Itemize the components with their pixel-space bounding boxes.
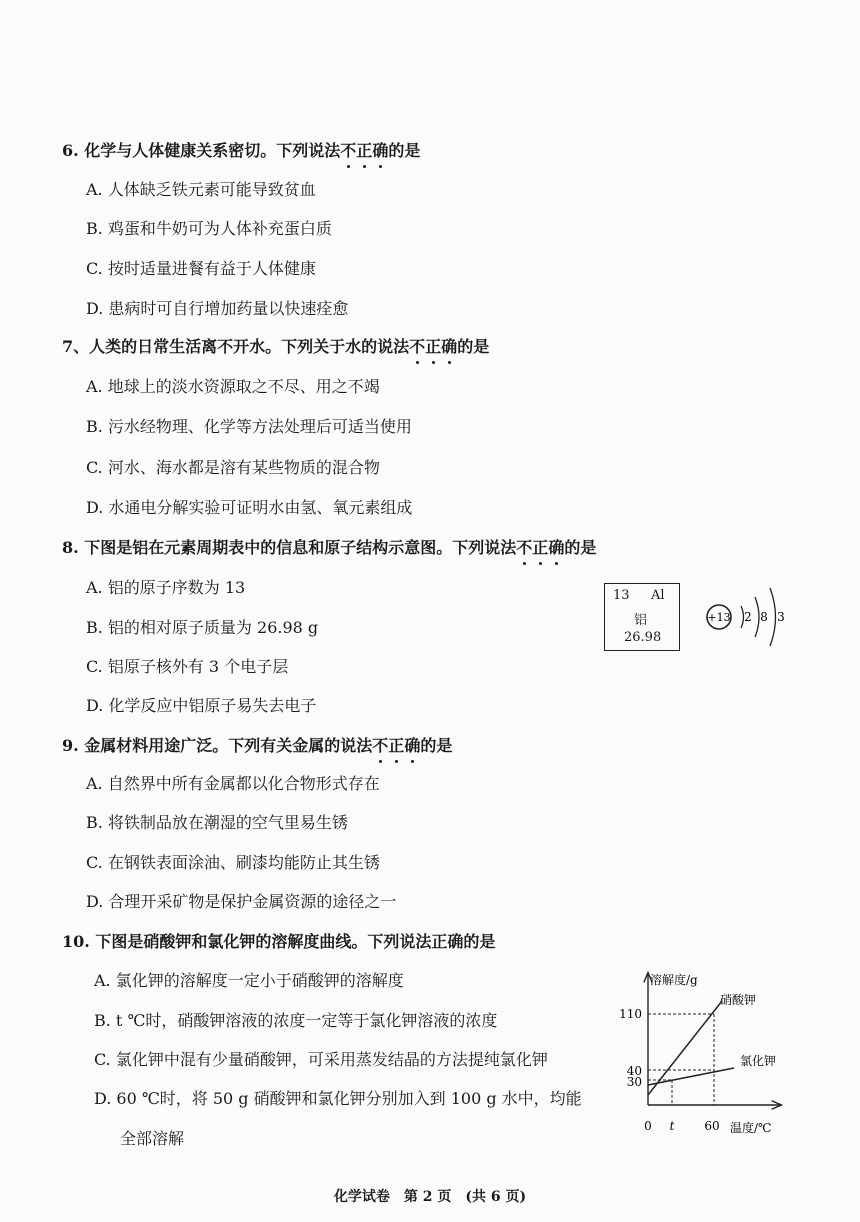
y-axis-label: 溶解度/g bbox=[650, 973, 698, 987]
electron-shell-3 bbox=[770, 588, 776, 646]
q10-stem: 10. 下图是硝酸钾和氯化钾的溶解度曲线。下列说法正确的是 bbox=[62, 932, 496, 951]
y-tick-110: 110 bbox=[619, 1007, 642, 1021]
q7-option-b: B. 污水经物理、化学等方法处理后可适当使用 bbox=[86, 417, 412, 436]
emphasis-char: 确 bbox=[548, 535, 564, 558]
stem-text: 8. 下图是铝在元素周期表中的信息和原子结构示意图。下列说法 bbox=[62, 538, 517, 557]
atomic-number: 13 bbox=[613, 588, 630, 603]
q8-option-c: C. 铝原子核外有 3 个电子层 bbox=[86, 657, 289, 676]
shell-electrons-1: 2 bbox=[744, 610, 752, 624]
q9-option-c: C. 在钢铁表面涂油、刷漆均能防止其生锈 bbox=[86, 853, 380, 872]
electron-shell-1 bbox=[741, 606, 744, 628]
q10-option-d: D. 60 ℃时，将 50 g 硝酸钾和氯化钾分别加入到 100 g 水中，均能 bbox=[94, 1089, 582, 1108]
label-kno3: 硝酸钾 bbox=[720, 993, 757, 1007]
q6-option-c: C. 按时适量进餐有益于人体健康 bbox=[86, 259, 316, 278]
q6-stem bbox=[62, 138, 420, 161]
q10-option-b: B. t ℃时，硝酸钾溶液的浓度一定等于氯化钾溶液的浓度 bbox=[94, 1011, 498, 1030]
q9-option-b: B. 将铁制品放在潮湿的空气里易生锈 bbox=[86, 813, 348, 832]
emphasis-char: 正 bbox=[425, 334, 441, 357]
atom-structure-diagram bbox=[700, 580, 795, 655]
curve-kcl bbox=[648, 1068, 734, 1085]
stem-text: 的是 bbox=[420, 736, 453, 755]
emphasis-char: 确 bbox=[372, 138, 388, 161]
emphasis-char: 不 bbox=[409, 334, 425, 357]
solubility-graph bbox=[612, 968, 792, 1140]
q9-option-d: D. 合理开采矿物是保护金属资源的途径之一 bbox=[86, 892, 397, 911]
periodic-table-cell bbox=[604, 583, 680, 651]
shell-electrons-3: 3 bbox=[777, 610, 785, 624]
emphasis-char: 正 bbox=[532, 535, 548, 558]
emphasis-char: 正 bbox=[356, 138, 372, 161]
stem-text: 的是 bbox=[388, 141, 421, 160]
q9-stem bbox=[62, 733, 452, 756]
q8-option-a: A. 铝的原子序数为 13 bbox=[86, 578, 246, 597]
element-name: 铝 bbox=[634, 613, 648, 628]
q6-option-b: B. 鸡蛋和牛奶可为人体补充蛋白质 bbox=[86, 219, 332, 238]
q8-option-d: D. 化学反应中铝原子易失去电子 bbox=[86, 696, 317, 715]
curve-kno3 bbox=[648, 1001, 722, 1095]
emphasis-char: 不 bbox=[372, 733, 388, 756]
nucleus-charge: +13 bbox=[707, 611, 731, 624]
x-tick-60: 60 bbox=[704, 1119, 720, 1133]
q8-stem bbox=[62, 535, 596, 558]
q7-option-d: D. 水通电分解实验可证明水由氢、氧元素组成 bbox=[86, 498, 413, 517]
q10-option-c: C. 氯化钾中混有少量硝酸钾，可采用蒸发结晶的方法提纯氯化钾 bbox=[94, 1050, 548, 1069]
q7-option-a: A. 地球上的淡水资源取之不尽、用之不竭 bbox=[86, 377, 380, 396]
q9-option-a: A. 自然界中所有金属都以化合物形式存在 bbox=[86, 774, 380, 793]
emphasis-char: 不 bbox=[516, 535, 532, 558]
shell-electrons-2: 8 bbox=[760, 610, 768, 624]
page-footer: 化学试卷 第 2 页 (共 6 页) bbox=[333, 1189, 527, 1205]
stem-text: 的是 bbox=[457, 337, 490, 356]
atomic-mass: 26.98 bbox=[624, 630, 662, 645]
emphasis-char: 正 bbox=[388, 733, 404, 756]
q10-option-d-continued: 全部溶解 bbox=[120, 1129, 185, 1148]
emphasis-char: 确 bbox=[441, 334, 457, 357]
emphasis-char: 不 bbox=[340, 138, 356, 161]
label-kcl: 氯化钾 bbox=[740, 1054, 777, 1068]
y-tick-40: 40 bbox=[626, 1064, 642, 1078]
q7-stem bbox=[62, 334, 489, 357]
stem-text: 的是 bbox=[564, 538, 597, 557]
x-tick-0: 0 bbox=[644, 1119, 652, 1133]
electron-shell-2 bbox=[755, 597, 759, 637]
q7-option-c: C. 河水、海水都是溶有某些物质的混合物 bbox=[86, 458, 380, 477]
element-symbol: Al bbox=[651, 588, 665, 603]
stem-text: 9. 金属材料用途广泛。下列有关金属的说法 bbox=[62, 736, 373, 755]
q10-option-a: A. 氯化钾的溶解度一定小于硝酸钾的溶解度 bbox=[94, 971, 404, 990]
q8-option-b: B. 铝的相对原子质量为 26.98 g bbox=[86, 618, 319, 637]
x-axis-label: 温度/℃ bbox=[730, 1121, 772, 1135]
y-tick-30: 30 bbox=[626, 1075, 642, 1089]
q6-option-a: A. 人体缺乏铁元素可能导致贫血 bbox=[86, 180, 316, 199]
q6-option-d: D. 患病时可自行增加药量以快速痊愈 bbox=[86, 299, 349, 318]
stem-text: 7、人类的日常生活离不开水。下列关于水的说法 bbox=[62, 337, 410, 356]
stem-text: 6. 化学与人体健康关系密切。下列说法 bbox=[62, 141, 341, 160]
emphasis-char: 确 bbox=[404, 733, 420, 756]
x-tick-t: t bbox=[669, 1119, 675, 1133]
